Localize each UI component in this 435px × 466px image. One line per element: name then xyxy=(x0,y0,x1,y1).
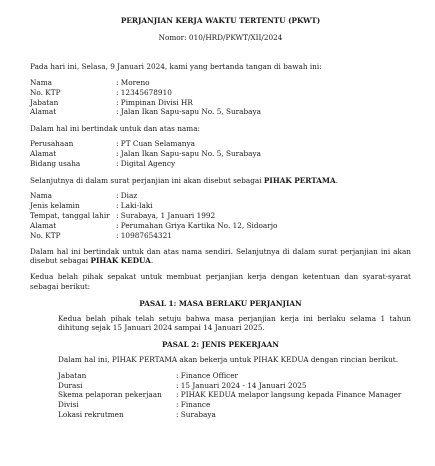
first-party-suffix: . xyxy=(335,175,339,185)
article-1-body: Kedua belah pihak telah setuju bahwa masa perjanjian kerja ini berlaku selama 1 tahun dihitung sejak 15 Januari 2024 sampai 14 Januari 2025. xyxy=(58,313,411,332)
field-value: : Finance xyxy=(176,400,411,410)
field-label: Alamat xyxy=(30,107,57,117)
second-party-term: PIHAK KEDUA xyxy=(90,256,151,266)
field-label: Alamat xyxy=(30,220,57,230)
field-value: : Diaz xyxy=(116,191,411,201)
field-value: : PT Cuan Selamanya xyxy=(116,139,411,149)
field-value: : Digital Agency xyxy=(116,159,411,169)
field-value: : 15 Januari 2024 - 14 Januari 2025 xyxy=(176,380,411,390)
field-label: No. KTP xyxy=(30,87,61,97)
field-value: : 12345678910 xyxy=(116,87,411,97)
field-value: : Surabaya xyxy=(176,410,411,420)
company-intro: Dalam hal ini bertindak untuk dan atas nama: xyxy=(30,123,201,133)
field-label: Tempat, tanggal lahir xyxy=(30,210,110,220)
field-label: Alamat xyxy=(30,149,57,159)
first-party-term: PIHAK PERTAMA xyxy=(263,175,336,185)
article-2-title: PASAL 2: JENIS PEKERJAAN xyxy=(162,340,279,349)
first-party-paragraph xyxy=(30,176,411,185)
field-label: Perusahaan xyxy=(30,139,74,149)
field-value: : Finance Officer xyxy=(176,370,411,380)
document-title: PERJANJIAN KERJA WAKTU TERTENTU (PKWT) xyxy=(120,16,321,25)
document-number: Nomor: 010/HRD/PKWT/XII/2024 xyxy=(158,33,283,43)
field-label: Durasi xyxy=(58,380,83,390)
intro-paragraph: Pada hari ini, Selasa, 9 Januari 2024, kami yang bertanda tangan di bawah ini: xyxy=(30,62,322,72)
first-party-text: Selanjutnya di dalam surat perjanjian ini akan disebut sebagai xyxy=(30,175,264,185)
job-details xyxy=(58,370,411,419)
field-value: : 10987654321 xyxy=(116,230,411,240)
field-label: Skema pelaporan pekerjaan xyxy=(58,390,162,400)
field-label: Nama xyxy=(30,191,53,201)
field-value: : Surabaya, 1 Januari 1992 xyxy=(116,211,411,221)
field-value: : Jalan Ikan Sapu-sapu No. 5, Surabaya xyxy=(116,149,411,159)
field-value: : Moreno xyxy=(116,77,411,87)
field-value: : Perumahan Griya Kartika No. 12, Sidoarjo xyxy=(116,220,411,230)
signer-details xyxy=(30,77,411,117)
field-label: Jabatan xyxy=(30,97,59,107)
employee-details xyxy=(30,191,411,240)
field-value: : Pimpinan Divisi HR xyxy=(116,97,411,107)
second-party-text: Dalam hal ini bertindak untuk dan atas nama sendiri. Selanjutnya di dalam surat perjanjian ini akan disebut sebagai xyxy=(30,247,411,266)
article-1-title: PASAL 1: MASA BERLAKU PERJANJIAN xyxy=(139,298,302,308)
field-label: Bidang usaha xyxy=(30,159,81,169)
company-details xyxy=(30,139,411,169)
field-label: Nama xyxy=(30,77,53,87)
field-value: : Laki-laki xyxy=(116,201,411,211)
agreement-intro: Kedua belah pihak sepakat untuk membuat perjanjian kerja dengan ketentuan dan syarat-syarat sebagai berikut: xyxy=(30,272,411,291)
field-label: Lokasi rekrutmen xyxy=(58,410,124,420)
field-label: Jabatan xyxy=(58,370,87,380)
field-value: : PIHAK KEDUA melapor langsung kepada Finance Manager xyxy=(176,390,411,400)
field-label: No. KTP xyxy=(30,230,61,240)
second-party-suffix: . xyxy=(150,256,154,266)
field-label: Divisi xyxy=(58,400,79,410)
article-2-body: Dalam hal ini, PIHAK PERTAMA akan bekerja untuk PIHAK KEDUA dengan rincian berikut. xyxy=(58,355,399,365)
field-value: : Jalan Ikan Sapu-sapu No. 5, Surabaya xyxy=(116,107,411,117)
field-label: Jenis kelamin xyxy=(30,201,80,211)
second-party-paragraph xyxy=(30,247,411,265)
